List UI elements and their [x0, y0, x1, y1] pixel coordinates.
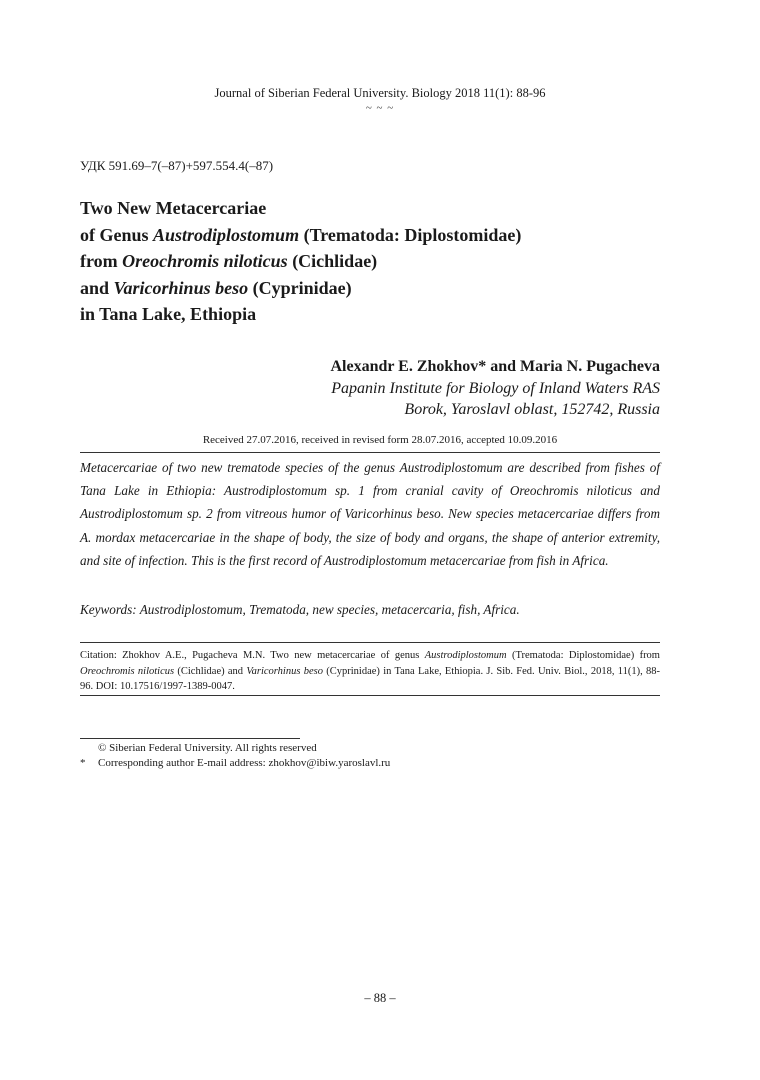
- authors-block: [330, 356, 660, 421]
- affiliation-address: Borok, Yaroslavl oblast, 152742, Russia: [404, 401, 660, 418]
- header-ornament: ~ ~ ~: [365, 102, 395, 114]
- abstract: Metacercariae of two new trematode species of the genus Austrodiplostomum are described from fishes of Tana Lake in Ethiopia: Austrodiplostomum sp. 1 from cranial cavity of Oreochromis niloticus and Austrodiplostomum sp. 2 from vitreous humor of Varicorhinus beso. New species metacercariae differs from A. mordax metacercariae in the shape of body, the size of body and organs, the shape of anterior extremity, and site of infection. This is the first record of Austrodiplostomum metacercariae from fish in Africa.: [80, 460, 660, 568]
- journal-header: Journal of Siberian Federal University. Biology 2018 11(1): 88-96: [214, 86, 546, 100]
- title-line-4: and Varicorhinus beso (Cyprinidae): [80, 277, 352, 298]
- title-line-3: from Oreochromis niloticus (Cichlidae): [80, 251, 378, 271]
- title-line-5: in Tana Lake, Ethiopia: [80, 304, 257, 324]
- page-number: – 88 –: [364, 991, 396, 1005]
- keywords: Keywords: Austrodiplostomum, Trematoda, new species, metacercaria, fish, Africa.: [80, 602, 520, 617]
- received-dates: Received 27.07.2016, received in revised form 28.07.2016, accepted 10.09.2016: [202, 434, 558, 446]
- article-title: [80, 195, 680, 328]
- title-line-1: Two New Metacercariae: [80, 198, 267, 218]
- udk-code: УДК 591.69–7(–87)+597.554.4(–87): [80, 158, 274, 173]
- divider: [80, 452, 660, 453]
- footnote-separator: [80, 738, 300, 739]
- footnote-corresponding-author: * Corresponding author E-mail address: zhokhov@ibiw.yaroslavl.ru: [80, 757, 391, 769]
- divider: [80, 695, 660, 696]
- citation: Citation: Zhokhov A.E., Pugacheva M.N. Two new metacercariae of genus Austrodiplostomum (Trematoda: Diplostomidae) from Oreochromis niloticus (Cichlidae) and Varicorhinus beso (Cyprinidae) in Tana Lake, Ethiopia. J. Sib. Fed. Univ. Biol., 2018, 11(1), 88-96. DOI: 10.17516/1997-1389-0047.: [80, 650, 661, 692]
- footnote-copyright: © Siberian Federal University. All rights reserved: [98, 742, 317, 754]
- affiliation-institute: Papanin Institute for Biology of Inland Waters RAS: [331, 379, 660, 397]
- divider: [80, 642, 660, 643]
- author-names: Alexandr E. Zhokhov* and Maria N. Pugacheva: [330, 358, 660, 375]
- footnotes: [80, 741, 390, 771]
- title-line-2: of Genus Austrodiplostomum (Trematoda: Diplostomidae): [80, 224, 522, 245]
